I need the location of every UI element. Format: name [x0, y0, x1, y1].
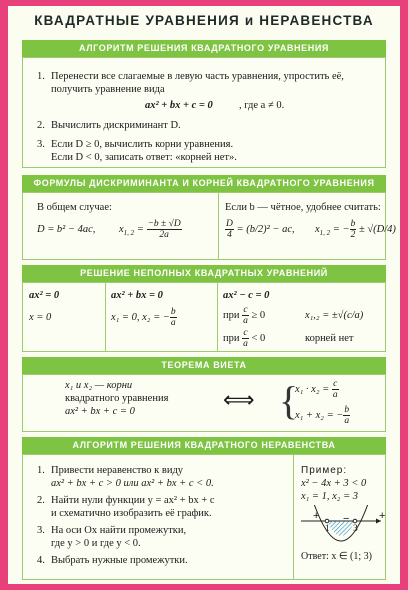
- step-number: 4.: [37, 555, 45, 566]
- step-number: 1.: [37, 465, 45, 476]
- incomplete-case-1: при $\frac{c}{a}$ ≥ 0: [223, 305, 266, 326]
- incomplete-eq-2: ax² + bx = 0: [111, 290, 163, 301]
- inequality-box: [22, 454, 386, 580]
- vieta-condition: ax² + bx + c = 0: [65, 406, 135, 417]
- incomplete-eq-3: ax² − c = 0: [223, 290, 270, 301]
- step-text: Вычислить дискриминант D.: [51, 120, 181, 131]
- step-text: Выбрать нужные промежутки.: [51, 555, 188, 566]
- sign-plus-left: +: [313, 510, 320, 522]
- page-title: КВАДРАТНЫЕ УРАВНЕНИЯ и НЕРАВЕНСТВА: [34, 13, 374, 28]
- step-number: 3.: [37, 139, 45, 150]
- roots-formula: $x_{1, 2}$ = $\frac{-b \pm √D}{2a}$: [119, 219, 181, 240]
- vieta-condition: x₁ и x₂ — корни: [65, 380, 133, 391]
- example-inequality: x² − 4x + 3 < 0: [301, 478, 367, 489]
- step-text: Перенести все слагаемые в левую часть уравнения, упростить её,: [51, 71, 344, 82]
- incomplete-case-2: при $\frac{c}{a}$ < 0: [223, 328, 266, 349]
- section-header-incomplete: РЕШЕНИЕ НЕПОЛНЫХ КВАДРАТНЫХ УРАВНЕНИЙ: [22, 265, 386, 282]
- example-roots: x₁ = 1, x₂ = 3: [301, 491, 359, 502]
- step-text: , где a ≠ 0.: [239, 100, 285, 111]
- incomplete-sol-1: x = 0: [29, 312, 52, 323]
- reference-sheet: [8, 6, 400, 584]
- vieta-sum: x₁ + x₂ = − $\frac{b}{a}$: [295, 405, 350, 426]
- parabola-sketch: [297, 505, 385, 549]
- root-label-3: 3: [353, 524, 358, 534]
- step-text: На оси Ox найти промежутки,: [51, 525, 187, 536]
- incomplete-sol-2: x₁ = 0, x₂ = − $\frac{b}{a}$: [111, 307, 176, 328]
- step-text: Если D < 0, записать ответ: «корней нет».: [51, 152, 237, 163]
- step-text: получить уравнение вида: [51, 84, 165, 95]
- step-text: и схематично изобразить её график.: [51, 508, 212, 519]
- incomplete-box: [22, 282, 386, 352]
- step-text: где y > 0 и где y < 0.: [51, 538, 141, 549]
- formulas-box: [22, 192, 396, 260]
- equivalence-arrow: ⟺: [223, 387, 255, 412]
- vieta-product: x₁ · x₂ = $\frac{c}{a}$: [295, 379, 338, 400]
- root-label-1: 1: [325, 524, 330, 534]
- step-number: 3.: [37, 525, 45, 536]
- incomplete-sol-3: x₁,₂ = ±√(c/a): [305, 310, 364, 321]
- step-text: Найти нули функции y = ax² + bx + c: [51, 495, 215, 506]
- step-text: Если D ≥ 0, вычислить корни уравнения.: [51, 139, 234, 150]
- vieta-box: [22, 374, 386, 432]
- no-roots-text: корней нет: [305, 333, 354, 344]
- step-number: 1.: [37, 71, 45, 82]
- system-brace: {: [279, 378, 299, 423]
- section-header-formulas: ФОРМУЛЫ ДИСКРИМИНАНТА И КОРНЕЙ КВАДРАТНОГО УРАВНЕНИЯ: [22, 175, 386, 192]
- standard-form-formula: ax² + bx + c = 0: [145, 100, 213, 111]
- step-text: Привести неравенство к виду: [51, 465, 184, 476]
- step-number: 2.: [37, 495, 45, 506]
- even-roots-formula: $x_{1, 2}$ = − $\frac{b}{2}$ ± √(D/4): [315, 219, 396, 240]
- sign-minus: −: [343, 513, 350, 525]
- example-answer: Ответ: x ∈ (1; 3): [301, 551, 372, 562]
- example-title: Пример:: [301, 465, 348, 476]
- sign-plus-right: +: [379, 510, 386, 522]
- step-text: ax² + bx + c > 0 или ax² + bx + c < 0.: [51, 478, 214, 489]
- section-header-inequality: АЛГОРИТМ РЕШЕНИЯ КВАДРАТНОГО НЕРАВЕНСТВА: [22, 437, 386, 454]
- quarter-discriminant-formula: $\frac{D}{4}$ = (b/2)² − ac,: [226, 219, 295, 240]
- algorithm-equation-box: [22, 57, 386, 168]
- general-case-label: В общем случае:: [37, 202, 112, 213]
- negative-region: [327, 521, 355, 536]
- even-b-label: Если b — чётное, удобнее считать:: [225, 202, 381, 213]
- step-number: 2.: [37, 120, 45, 131]
- vieta-condition: квадратного уравнения: [65, 393, 169, 404]
- section-header-algorithm-equation: АЛГОРИТМ РЕШЕНИЯ КВАДРАТНОГО УРАВНЕНИЯ: [22, 40, 386, 57]
- incomplete-eq-1: ax² = 0: [29, 290, 60, 301]
- section-header-vieta: ТЕОРЕМА ВИЕТА: [22, 357, 386, 374]
- discriminant-formula: D = b² − 4ac,: [37, 224, 96, 235]
